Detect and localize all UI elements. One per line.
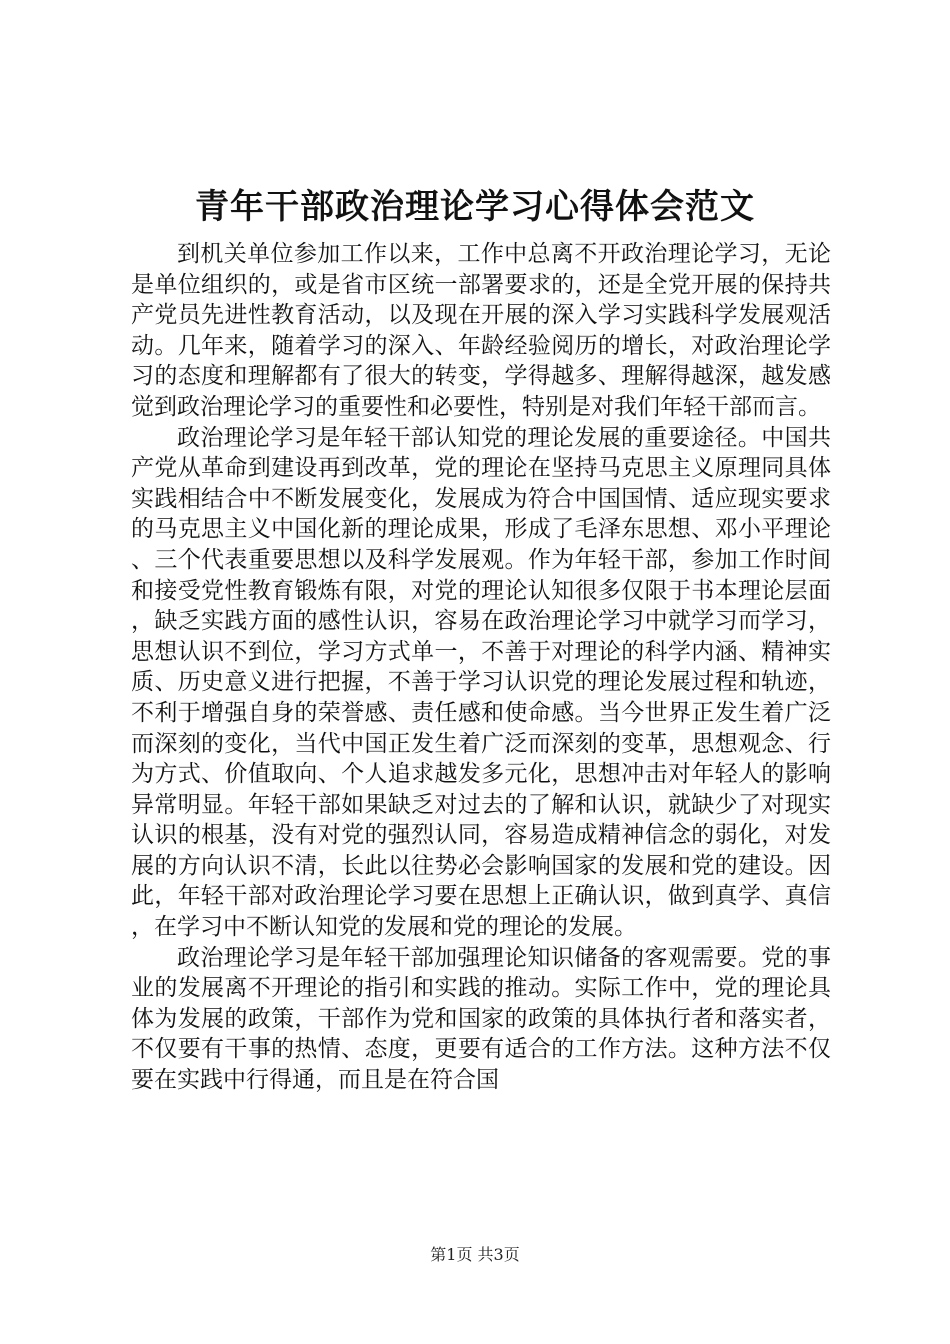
paragraph-3: 政治理论学习是年轻干部加强理论知识储备的客观需要。党的事业的发展离不开理论的指引和实践的推动。实际工作中，党的理论具体为发展的政策，干部作为党和国家的政策的具体执行者和落实者，不仅要有干事的热情、态度，更要有适合的工作方法。这种方法不仅要在实践中行得通，而且是在符合国 [131,944,831,1094]
page-footer: 第1页 共3页 [430,1245,520,1264]
paragraph-2: 政治理论学习是年轻干部认知党的理论发展的重要途径。中国共产党从革命到建设再到改革，党的理论在坚持马克思主义原理同具体实践相结合中不断发展变化，发展成为符合中国国情、适应现实要求的马克思主义中国化新的理论成果，形成了毛泽东思想、邓小平理论、三个代表重要思想以及科学发展观。作为年轻干部，参加工作时间和接受党性教育锻炼有限，对党的理论认知很多仅限于书本理论层面，缺乏实践方面的感性认识，容易在政治理论学习中就学习而学习，思想认识不到位，学习方式单一，不善于对理论的科学内涵、精神实质、历史意义进行把握，不善于学习认识党的理论发展过程和轨迹，不利于增强自身的荣誉感、责任感和使命感。当今世界正发生着广泛而深刻的变化，当代中国正发生着广泛而深刻的变革，思想观念、行为方式、价值取向、个人追求越发多元化，思想冲击对年轻人的影响异常明显。年轻干部如果缺乏对过去的了解和认识，就缺少了对现实认识的根基，没有对党的强烈认同，容易造成精神信念的弱化，对发展的方向认识不清，长此以往势必会影响国家的发展和党的建设。因此，年轻干部对政治理论学习要在思想上正确认识，做到真学、真信，在学习中不断认知党的发展和党的理论的发展。 [131,424,831,941]
document-body [131,239,831,1096]
document-title: 青年干部政治理论学习心得体会范文 [195,187,755,227]
paragraph-1: 到机关单位参加工作以来，工作中总离不开政治理论学习，无论是单位组织的，或是省市区统一部署要求的，还是全党开展的保持共产党员先进性教育活动，以及现在开展的深入学习实践科学发展观活动。几年来，随着学习的深入、年龄经验阅历的增长，对政治理论学习的态度和理解都有了很大的转变，学得越多、理解得越深，越发感觉到政治理论学习的重要性和必要性，特别是对我们年轻干部而言。 [131,241,831,420]
